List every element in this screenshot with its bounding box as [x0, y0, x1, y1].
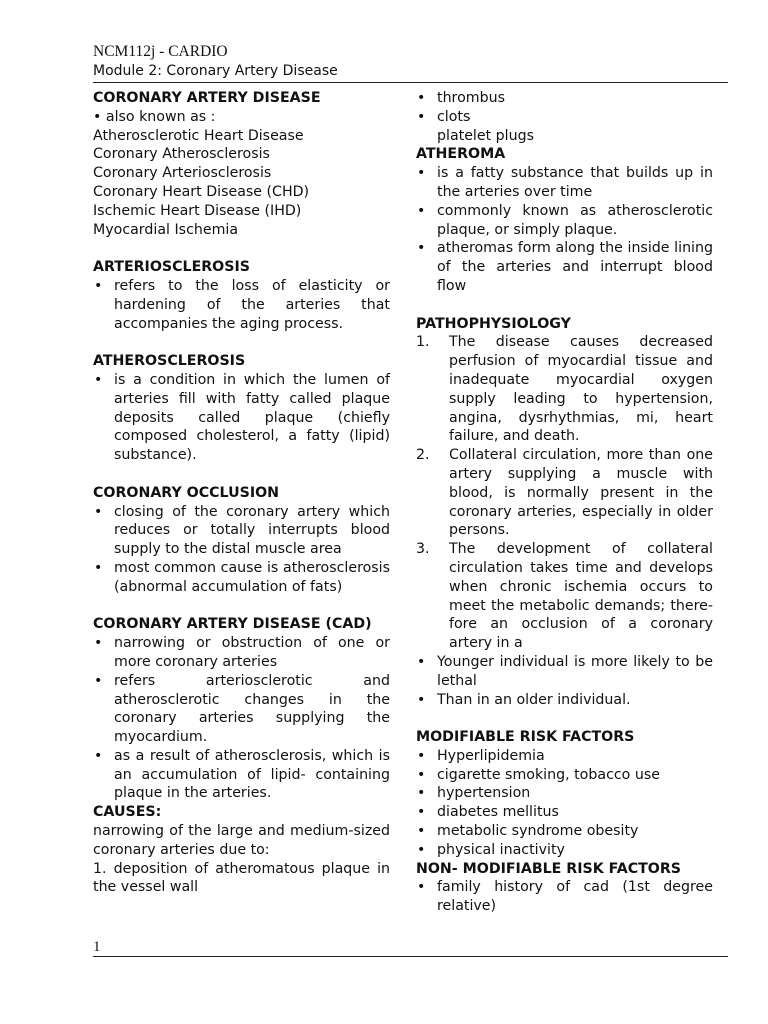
aka-item: Coronary Heart Disease (CHD) [93, 183, 310, 200]
list-item: • commonly known as atherosclerotic plaque, or simply plaque. [416, 202, 713, 240]
list-item: • hypertension [416, 784, 713, 803]
list-item: • Hyperlipidemia [416, 747, 713, 766]
numbered-item [416, 446, 713, 540]
page-header [93, 42, 727, 81]
section-heading-atherosclerosis: ATHEROSCLEROSIS [93, 353, 246, 370]
modifiable-risk-list [416, 747, 713, 860]
list-item: • is a fatty substance that builds up in the arteries over time [416, 164, 713, 202]
list-item: • atheromas form along the inside lining of the arteries and interrupt blood flow [416, 239, 713, 295]
non-modifiable-risk-list [416, 878, 713, 916]
pathophysiology-list [416, 333, 713, 653]
causes-continued-list [416, 89, 713, 127]
section-heading-pathophysiology: PATHOPHYSIOLOGY [416, 315, 571, 332]
also-known-as: • also known as : [93, 108, 216, 125]
left-column [93, 89, 390, 897]
aka-item: Ischemic Heart Disease (IHD) [93, 202, 302, 219]
occlusion-list [93, 503, 390, 597]
course-title: NCM112j - CARDIO [93, 43, 228, 60]
list-item: • narrowing or obstruction of one or more coronary arteries [93, 634, 390, 672]
section-heading-modifiable-risk: MODIFIABLE RISK FACTORS [416, 729, 635, 746]
list-item: • diabetes mellitus [416, 803, 713, 822]
list-item: • Younger individual is more likely to be lethal [416, 653, 713, 691]
causes-text: narrowing of the large and medium-sized coronary arteries due to: [93, 823, 390, 858]
item-text: The development of collateral circulation takes time and develops when chronic ischemia occurs to meet the metabolic demands; there- fore an occlusion of a coronary artery in a [449, 541, 713, 652]
footer-rule [93, 956, 728, 957]
section-heading-cad: CORONARY ARTERY DISEASE [93, 90, 321, 106]
list-item: • as a result of atherosclerosis, which is an accumulation of lipid- containing plaque in the arteries. [93, 747, 390, 803]
section-heading-cad-2: CORONARY ARTERY DISEASE (CAD) [93, 616, 372, 633]
item-text: The disease causes decreased perfusion of myocardial tissue and inadequate myocardial oxygen supply leading to hypertension, angina, dysrhythmias, mi, heart failure, and death. [449, 334, 713, 445]
item-text: Collateral circulation, more than one artery supplying a muscle with blood, is normally present in the coronary arteries, especially in older persons. [449, 447, 713, 539]
list-item: • refers arteriosclerotic and atherosclerotic changes in the coronary arteries supplying the myocardium. [93, 672, 390, 747]
section-heading-causes: CAUSES: [93, 804, 162, 821]
list-item: • Than in an older individual. [416, 691, 713, 710]
list-item: • thrombus [416, 89, 713, 108]
arteriosclerosis-list [93, 277, 390, 333]
numbered-item [416, 333, 713, 446]
aka-item: Coronary Atherosclerosis [93, 146, 270, 163]
section-heading-atheroma: ATHEROMA [416, 146, 506, 163]
right-column [416, 89, 713, 916]
page-number: 1 [93, 939, 101, 955]
aka-item: Myocardial Ischemia [93, 221, 239, 238]
list-item: • clots [416, 108, 713, 127]
list-item: • is a condition in which the lumen of arteries fill with fatty called plaque deposits called plaque (chiefly composed cholesterol, a fatty (lipid) substance). [93, 371, 390, 465]
section-heading-non-modifiable-risk: NON- MODIFIABLE RISK FACTORS [416, 860, 681, 877]
causes-item-1: 1. deposition of atheromatous plaque in the vessel wall [93, 860, 390, 896]
platelet-plugs: platelet plugs [437, 127, 535, 144]
item-number: 2. [416, 447, 430, 464]
pathophysiology-bullets [416, 653, 713, 709]
item-number: 3. [416, 541, 430, 558]
list-item: • cigarette smoking, tobacco use [416, 766, 713, 785]
list-item: • metabolic syndrome obesity [416, 822, 713, 841]
list-item: • physical inactivity [416, 841, 713, 860]
section-heading-arteriosclerosis: ARTERIOSCLEROSIS [93, 259, 250, 276]
list-item: • refers to the loss of elasticity or hardening of the arteries that accompanies the aging process. [93, 277, 390, 333]
aka-list [93, 127, 390, 240]
item-number: 1. [416, 334, 430, 351]
section-heading-coronary-occlusion: CORONARY OCCLUSION [93, 484, 280, 501]
list-item: • most common cause is atherosclerosis (abnormal accumulation of fats) [93, 559, 390, 597]
list-item: • family history of cad (1st degree relative) [416, 878, 713, 916]
list-item: • closing of the coronary artery which reduces or totally interrupts blood supply to the distal muscle area [93, 503, 390, 559]
numbered-item [416, 540, 713, 653]
aka-item: Atherosclerotic Heart Disease [93, 127, 304, 144]
header-rule [93, 82, 728, 83]
cad-list [93, 634, 390, 803]
atheroma-list [416, 164, 713, 296]
atherosclerosis-list [93, 371, 390, 465]
module-title: Module 2: Coronary Artery Disease [93, 63, 338, 79]
aka-item: Coronary Arteriosclerosis [93, 165, 272, 182]
